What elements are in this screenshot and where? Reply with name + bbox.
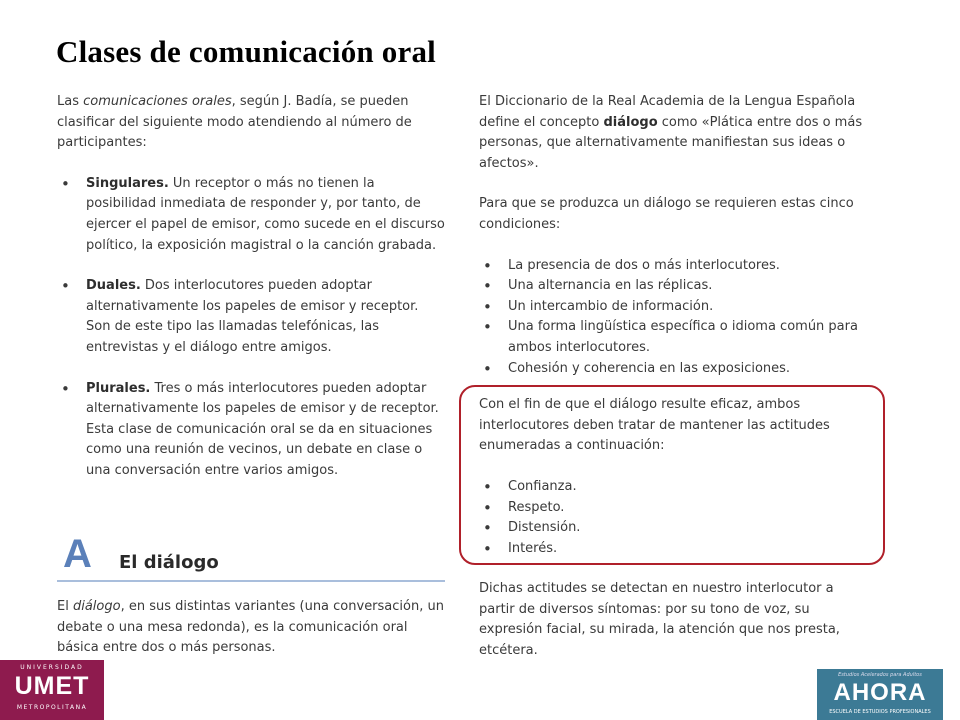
section-text-pre: El — [57, 599, 73, 614]
list-item: • Una forma lingüística específica o idioma común para ambos interlocutores. — [479, 317, 869, 358]
section-title: El diálogo — [119, 552, 219, 573]
intro-emphasis: comunicaciones orales — [83, 94, 232, 109]
list-item: • Un intercambio de información. — [479, 297, 869, 318]
ahora-logo — [817, 669, 943, 720]
item-term: Plurales. — [86, 380, 151, 396]
ahora-logo-main: AHORA — [833, 679, 927, 706]
list-item — [57, 174, 445, 256]
list-item: • Respeto. — [479, 498, 869, 519]
intro-text-post: , según J. Badía, se pueden clasificar del siguiente modo atendiendo al número de participantes: — [57, 94, 412, 151]
list-item: • Distensión. — [479, 518, 869, 539]
intro-text-pre: Las — [57, 94, 84, 109]
definition-paragraph — [479, 92, 869, 174]
umet-logo-top: UNIVERSIDAD — [20, 664, 84, 671]
section-paragraph — [57, 597, 445, 659]
highlight-box — [459, 385, 885, 565]
list-item — [57, 276, 445, 358]
list-item: • La presencia de dos o más interlocutores. — [479, 256, 869, 277]
list-item: • Confianza. — [479, 477, 869, 498]
ahora-logo-top: Estudios Acelerados para Adultos — [838, 672, 922, 678]
item-text: Un receptor o más no tienen la posibilidad inmediata de responder y, por tanto, de ejercer el papel de emisor, como sucede en el discurso político, la exposición magistral o la canción grabada. — [86, 175, 445, 253]
list-item: • Una alternancia en las réplicas. — [479, 276, 869, 297]
right-column — [479, 92, 869, 662]
section-text-post: , en sus distintas variantes (una conversación, un debate o una mesa redonda), es la comunicación oral básica entre dos o más personas. — [57, 599, 444, 656]
item-text: Dos interlocutores pueden adoptar alternativamente los papeles de emisor y receptor. Son de este tipo las llamadas telefónicas, las entrevistas y el diálogo entre amigos. — [86, 278, 419, 355]
section-heading — [57, 534, 445, 582]
section-letter: A — [63, 532, 92, 576]
section-emphasis: diálogo — [72, 599, 121, 614]
list-item: • Interés. — [479, 539, 869, 560]
definition-text-post: como «Plática entre dos o más personas, que alternativamente manifiestan sus ideas o afectos». — [479, 114, 863, 171]
definition-text-pre: El Diccionario de la Real Academia de la Lengua Española define el concepto — [479, 94, 856, 130]
closing-paragraph: Dichas actitudes se detectan en nuestro interlocutor a partir de diversos síntomas: por su tono de voz, su expresión facial, su mirada, la atención que nos presta, etcétera. — [479, 581, 840, 659]
attitudes-intro: Con el fin de que el diálogo resulte eficaz, ambos interlocutores deben tratar de mantener las actitudes enumeradas a continuación: — [479, 397, 830, 454]
communication-types-list — [57, 174, 445, 482]
umet-logo-main: UMET — [14, 672, 90, 700]
left-column — [57, 92, 445, 482]
item-text: Tres o más interlocutores pueden adoptar alternativamente los papeles de emisor y de receptor. Esta clase de comunicación oral se da en situaciones como una reunión de vecinos, un debate en clase o una conversación entre varios amigos. — [86, 380, 439, 478]
conditions-list — [479, 256, 869, 380]
conditions-intro: Para que se produzca un diálogo se requieren estas cinco condiciones: — [479, 196, 854, 232]
list-item: • Cohesión y coherencia en las exposiciones. — [479, 359, 869, 380]
definition-term: diálogo — [603, 114, 658, 130]
umet-logo — [0, 660, 104, 720]
item-term: Singulares. — [86, 175, 169, 191]
ahora-logo-bottom: ESCUELA DE ESTUDIOS PROFESIONALES — [829, 709, 931, 715]
list-item — [57, 379, 445, 482]
umet-logo-bottom: METROPOLITANA — [16, 704, 88, 711]
intro-paragraph — [57, 92, 445, 154]
item-term: Duales. — [86, 278, 141, 294]
page-title: Clases de comunicación oral — [56, 34, 436, 69]
